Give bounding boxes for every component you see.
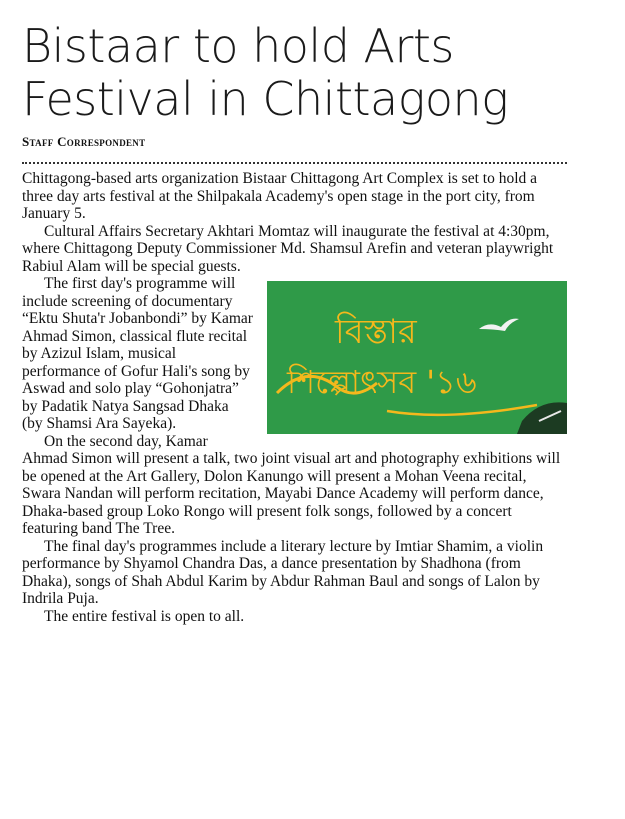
headline	[22, 20, 567, 126]
festival-logo-image	[267, 281, 567, 434]
logo-line-1: বিস্তার	[335, 312, 417, 352]
article	[22, 20, 567, 625]
paragraph-5: The final day's programmes include a literary lecture by Imtiar Shamim, a violin performance by Shyamol Chandra Das, a dance presentation by Shadhona (from Dhaka), songs of Shah Abdul Karim by Abdur Rahman Baul and songs of Lalon by Indrila Puja.	[22, 537, 544, 607]
byline: Staff Correspondent	[22, 134, 146, 149]
article-body	[22, 170, 567, 625]
paragraph-2: Cultural Affairs Secretary Akhtari Momtaz will inaugurate the festival at 4:30pm, where Chittagong Deputy Commissioner Md. Shamsul Arefin and veteran playwright Rabiul Alam will be special guests.	[22, 222, 554, 275]
dotted-divider	[22, 162, 567, 164]
headline-line-1: Bistaar to hold Arts	[22, 19, 454, 73]
paragraph-1: Chittagong-based arts organization Bistaar Chittagong Art Complex is set to hold a three day arts festival at the Shilpakala Academy's open stage in the port city, from January 5.	[22, 170, 538, 222]
logo-line-2: শিল্পোৎসব '১৬	[287, 363, 477, 401]
festival-logo-graphic	[267, 281, 567, 434]
paragraph-6: The entire festival is open to all.	[44, 607, 245, 625]
headline-line-2: Festival in Chittagong	[22, 72, 509, 126]
paragraph-4: On the second day, Kamar Ahmad Simon will present a talk, two joint visual art and photography exhibitions will be opened at the Art Gallery, Dolon Kanungo will present a Mohan Veena recital, Swara Nandan will perform recitation, Mayabi Dance Academy will perform dance, Dhaka-based group Loko Rongo will present folk songs, followed by a concert featuring band The Tree.	[22, 432, 561, 537]
paragraph-3: The first day's programme will include screening of documentary “Ektu Shuta'r Jobanbondi” by Kamar Ahmad Simon, classical flute recital by Azizul Islam, musical performance of Gofur Hali's song by Aswad and solo play “Gohonjatra” by Padatik Natya Sangsad Dhaka (by Shamsi Ara Sayeka).	[22, 275, 253, 432]
